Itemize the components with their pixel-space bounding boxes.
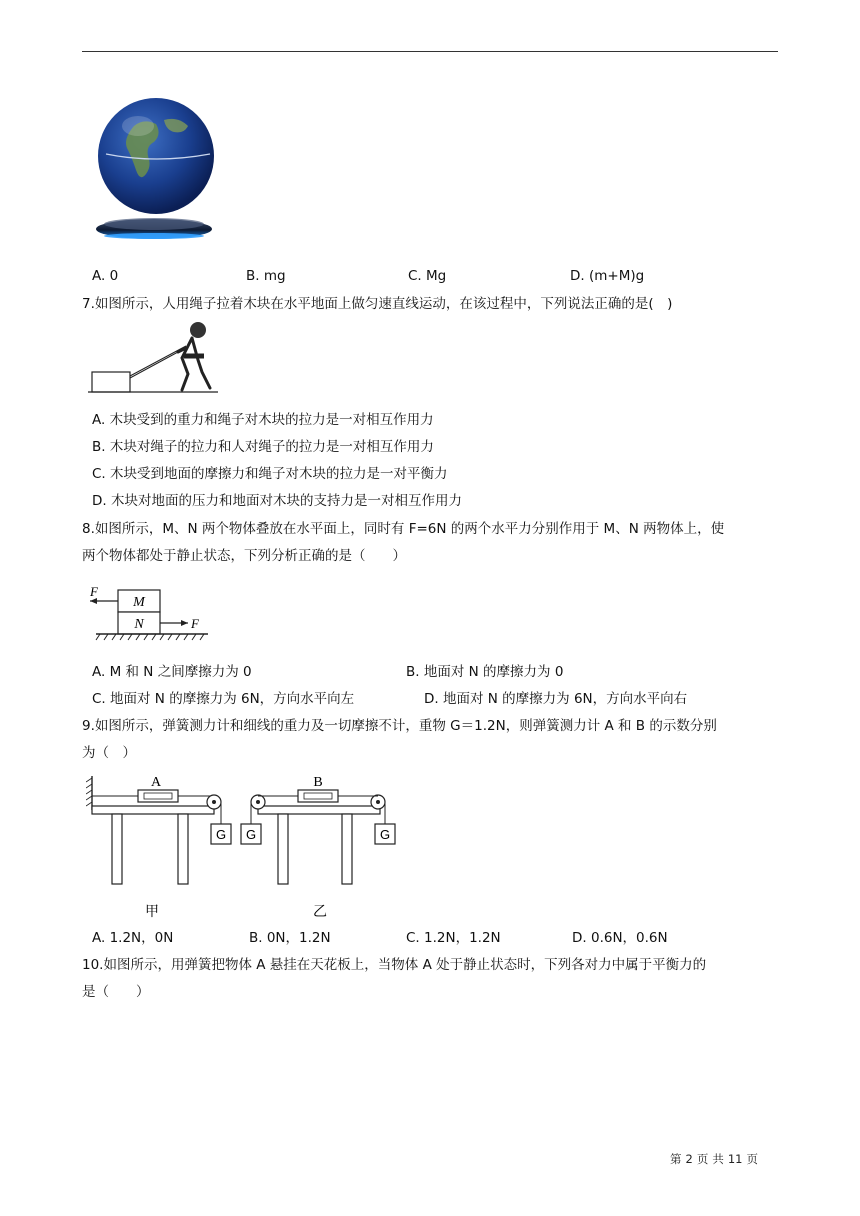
q8-option-c[interactable]: C. 地面对 N 的摩擦力为 6N，方向水平向左: [92, 691, 355, 707]
label-g-2: G: [245, 827, 257, 842]
q9-stem-line2: 为（ ）: [82, 745, 136, 761]
header-rule: [82, 51, 778, 52]
q9-option-c[interactable]: C. 1.2N，1.2N: [406, 930, 501, 946]
label-n: N: [134, 617, 144, 632]
total-pages: 11: [727, 1152, 743, 1166]
pulling-block-figure: [88, 318, 220, 394]
levitating-globe-figure: [94, 96, 220, 252]
stacked-blocks-figure: [84, 584, 214, 646]
q6-option-a[interactable]: A. 0: [92, 268, 119, 284]
q8-stem-line2: 两个物体都处于静止状态，下列分析正确的是（ ）: [82, 548, 406, 564]
q6-option-b[interactable]: B. mg: [246, 268, 286, 284]
label-f-right: F: [191, 616, 199, 631]
label-f-left: F: [90, 584, 98, 599]
q6-option-d[interactable]: D. (m+M)g: [570, 268, 645, 284]
page-footer: 第 2 页 共 11 页: [670, 1152, 758, 1166]
q6-option-c[interactable]: C. Mg: [408, 268, 447, 284]
label-yi: 乙: [313, 904, 327, 920]
label-jia: 甲: [145, 904, 159, 920]
q9-option-a[interactable]: A. 1.2N，0N: [92, 930, 174, 946]
q7-option-d[interactable]: D. 木块对地面的压力和地面对木块的支持力是一对相互作用力: [92, 493, 462, 509]
label-b: B: [313, 775, 323, 790]
q7-option-c[interactable]: C. 木块受到地面的摩擦力和绳子对木块的拉力是一对平衡力: [92, 466, 448, 482]
q10-stem-line2: 是（ ）: [82, 984, 150, 1000]
q8-stem-line1: 8.如图所示，M、N 两个物体叠放在水平面上，同时有 F=6N 的两个水平力分别作用于 M、N 两物体上，使: [82, 521, 725, 537]
q9-option-d[interactable]: D. 0.6N，0.6N: [572, 930, 668, 946]
label-a: A: [150, 775, 162, 790]
q9-option-b[interactable]: B. 0N，1.2N: [249, 930, 331, 946]
q7-stem: 7.如图所示，人用绳子拉着木块在水平地面上做匀速直线运动，在该过程中，下列说法正确的是( ): [82, 296, 673, 312]
q8-option-d[interactable]: D. 地面对 N 的摩擦力为 6N，方向水平向右: [424, 691, 688, 707]
q7-option-b[interactable]: B. 木块对绳子的拉力和人对绳子的拉力是一对相互作用力: [92, 439, 434, 455]
q9-stem-line1: 9.如图所示，弹簧测力计和细线的重力及一切摩擦不计，重物 G＝1.2N，则弹簧测力计 A 和 B 的示数分别: [82, 718, 717, 734]
label-g-3: G: [379, 827, 391, 842]
q8-option-b[interactable]: B. 地面对 N 的摩擦力为 0: [406, 664, 564, 680]
q10-stem-line1: 10.如图所示，用弹簧把物体 A 悬挂在天花板上，当物体 A 处于静止状态时，下列各对力中属于平衡力的: [82, 957, 707, 973]
q7-option-a[interactable]: A. 木块受到的重力和绳子对木块的拉力是一对相互作用力: [92, 412, 434, 428]
current-page: 2: [685, 1152, 693, 1166]
label-g-1: G: [215, 827, 227, 842]
spring-scale-tables-figure: [86, 772, 400, 922]
label-m: M: [133, 595, 145, 610]
q8-option-a[interactable]: A. M 和 N 之间摩擦力为 0: [92, 664, 252, 680]
